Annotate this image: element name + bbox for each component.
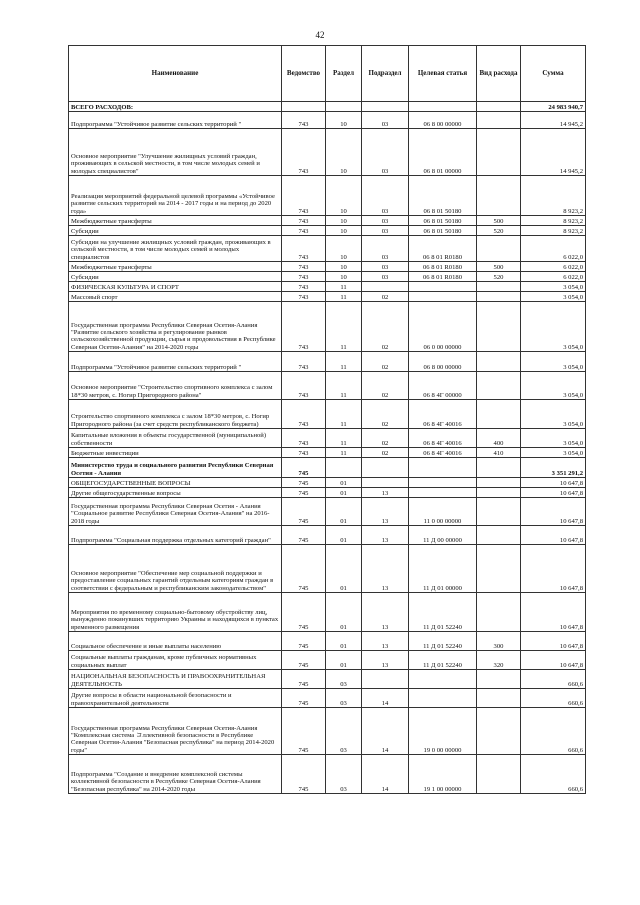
cell-vid <box>477 689 521 708</box>
cell-name: Субсидии <box>69 226 282 236</box>
table-row <box>69 478 586 488</box>
cell-vid <box>477 102 521 112</box>
cell-summa: 660,6 <box>521 708 586 755</box>
cell-vid <box>477 292 521 302</box>
cell-razdel <box>326 458 362 478</box>
cell-vedomstvo: 743 <box>282 302 326 352</box>
cell-celevaya <box>409 458 477 478</box>
cell-celevaya: 06 8 01 50180 <box>409 216 477 226</box>
cell-razdel: 01 <box>326 545 362 593</box>
cell-name: Государственная программа Республики Северная Осетия - Алания "Социальное развитие Республики Северная Осетия-Алания" на 2016-2018 годы <box>69 498 282 526</box>
table-row <box>69 651 586 670</box>
cell-razdel: 10 <box>326 129 362 176</box>
cell-summa: 3 054,0 <box>521 352 586 372</box>
cell-celevaya: 06 8 01 R0180 <box>409 236 477 262</box>
cell-razdel: 10 <box>326 262 362 272</box>
table-body <box>69 102 586 794</box>
cell-razdel: 11 <box>326 400 362 429</box>
cell-razdel: 03 <box>326 670 362 689</box>
cell-celevaya: 06 8 01 R0180 <box>409 272 477 282</box>
cell-celevaya: 11 Д 01 00000 <box>409 545 477 593</box>
table-row <box>69 593 586 632</box>
table-row <box>69 302 586 352</box>
cell-name: Подпрограмма "Устойчивое развитие сельских территорий " <box>69 352 282 372</box>
table-row <box>69 292 586 302</box>
cell-vid <box>477 498 521 526</box>
table-row <box>69 112 586 129</box>
cell-razdel: 10 <box>326 216 362 226</box>
cell-summa: 660,6 <box>521 755 586 794</box>
table-row <box>69 488 586 498</box>
cell-vid <box>477 302 521 352</box>
cell-vid: 320 <box>477 651 521 670</box>
cell-vid <box>477 526 521 545</box>
cell-razdel: 10 <box>326 112 362 129</box>
cell-vedomstvo: 745 <box>282 526 326 545</box>
cell-podrazdel: 03 <box>362 112 409 129</box>
table-row <box>69 176 586 216</box>
table-row <box>69 372 586 400</box>
cell-vid <box>477 670 521 689</box>
header-podrazdel: Подраздел <box>362 46 409 102</box>
cell-podrazdel: 03 <box>362 216 409 226</box>
cell-summa: 3 054,0 <box>521 429 586 448</box>
cell-vid: 300 <box>477 632 521 651</box>
cell-summa: 10 647,8 <box>521 632 586 651</box>
cell-vid <box>477 708 521 755</box>
cell-summa: 8 923,2 <box>521 216 586 226</box>
table-row <box>69 526 586 545</box>
cell-vedomstvo: 743 <box>282 262 326 272</box>
cell-podrazdel <box>362 478 409 488</box>
cell-vedomstvo <box>282 102 326 112</box>
cell-name: Подпрограмма "Социальная поддержка отдельных категорий граждан" <box>69 526 282 545</box>
cell-celevaya: 06 0 00 00000 <box>409 302 477 352</box>
cell-razdel: 03 <box>326 689 362 708</box>
cell-celevaya: 06 8 01 R0180 <box>409 262 477 272</box>
cell-podrazdel: 02 <box>362 352 409 372</box>
cell-name: Бюджетные инвестиции <box>69 448 282 458</box>
cell-name: Капитальные вложения в объекты государственной (муниципальной) собственности <box>69 429 282 448</box>
cell-celevaya: 19 1 00 00000 <box>409 755 477 794</box>
table-header-row <box>69 46 586 102</box>
cell-name: Основное мероприятие "Улучшение жилищных условий граждан, проживающих в сельской местности, в том числе молодых семей и молодых специалистов" <box>69 129 282 176</box>
cell-name: ВСЕГО РАСХОДОВ: <box>69 102 282 112</box>
cell-vedomstvo: 743 <box>282 129 326 176</box>
cell-podrazdel: 03 <box>362 226 409 236</box>
cell-celevaya: 06 8 01 00000 <box>409 129 477 176</box>
cell-summa: 10 647,8 <box>521 478 586 488</box>
cell-podrazdel: 02 <box>362 448 409 458</box>
table-row <box>69 458 586 478</box>
cell-vedomstvo: 745 <box>282 545 326 593</box>
cell-name: Субсидии <box>69 272 282 282</box>
cell-celevaya: 06 8 4Г 40016 <box>409 448 477 458</box>
cell-name: Строительство спортивного комплекса с залом 18*30 метров, с. Ногир Пригородного района (за счет средств республиканского бюджета) <box>69 400 282 429</box>
cell-podrazdel: 13 <box>362 632 409 651</box>
cell-celevaya: 11 Д 01 52240 <box>409 593 477 632</box>
cell-vid: 410 <box>477 448 521 458</box>
cell-vid: 520 <box>477 226 521 236</box>
cell-podrazdel <box>362 670 409 689</box>
cell-razdel: 11 <box>326 292 362 302</box>
cell-vedomstvo: 745 <box>282 755 326 794</box>
cell-vid: 500 <box>477 262 521 272</box>
header-vid: Вид расхода <box>477 46 521 102</box>
cell-vedomstvo: 743 <box>282 282 326 292</box>
cell-celevaya <box>409 488 477 498</box>
cell-celevaya: 06 8 4Г 40016 <box>409 400 477 429</box>
cell-name: Массовый спорт <box>69 292 282 302</box>
cell-name: Подпрограмма "Устойчивое развитие сельских территорий " <box>69 112 282 129</box>
cell-razdel: 01 <box>326 593 362 632</box>
cell-vedomstvo: 743 <box>282 352 326 372</box>
cell-vedomstvo: 745 <box>282 651 326 670</box>
cell-podrazdel <box>362 282 409 292</box>
table-row <box>69 352 586 372</box>
cell-celevaya <box>409 670 477 689</box>
cell-name: Основное мероприятие "Обеспечение мер социальной поддержки и предоставление социальных гарантий отдельным категориям граждан в соответствии с федеральным и республиканским законодательством" <box>69 545 282 593</box>
cell-vedomstvo: 745 <box>282 478 326 488</box>
cell-podrazdel: 03 <box>362 236 409 262</box>
cell-summa: 3 054,0 <box>521 282 586 292</box>
cell-podrazdel: 13 <box>362 498 409 526</box>
cell-summa: 3 054,0 <box>521 302 586 352</box>
cell-vid <box>477 176 521 216</box>
cell-celevaya <box>409 282 477 292</box>
cell-vedomstvo: 745 <box>282 498 326 526</box>
table-row <box>69 498 586 526</box>
cell-celevaya: 06 8 4Г 00000 <box>409 372 477 400</box>
cell-vid <box>477 400 521 429</box>
table-row <box>69 448 586 458</box>
cell-vedomstvo: 743 <box>282 448 326 458</box>
cell-name: Подпрограмма "Создание и внедрение комплексной системы коллективной безопасности в Республике Северная Осетия-Алания "Безопасная республика" на 2014-2020 годы <box>69 755 282 794</box>
cell-podrazdel: 13 <box>362 526 409 545</box>
table-row <box>69 689 586 708</box>
cell-celevaya: 11 Д 01 52240 <box>409 632 477 651</box>
cell-razdel: 11 <box>326 372 362 400</box>
table-row <box>69 708 586 755</box>
cell-podrazdel: 02 <box>362 292 409 302</box>
cell-razdel: 01 <box>326 488 362 498</box>
cell-name: Межбюджетные трансферты <box>69 216 282 226</box>
cell-vid <box>477 372 521 400</box>
cell-name: Министерство труда и социального развития Республики Северная Осетия - Алания <box>69 458 282 478</box>
cell-razdel: 11 <box>326 448 362 458</box>
cell-summa: 14 945,2 <box>521 129 586 176</box>
table-row <box>69 545 586 593</box>
cell-vedomstvo: 743 <box>282 112 326 129</box>
cell-vid: 520 <box>477 272 521 282</box>
cell-name: Межбюджетные трансферты <box>69 262 282 272</box>
cell-razdel: 01 <box>326 478 362 488</box>
cell-celevaya <box>409 689 477 708</box>
cell-vedomstvo: 743 <box>282 216 326 226</box>
cell-celevaya: 06 8 01 50180 <box>409 226 477 236</box>
table-row <box>69 400 586 429</box>
cell-name: Другие вопросы в области национальной безопасности и правоохранительной деятельности <box>69 689 282 708</box>
cell-vedomstvo: 743 <box>282 429 326 448</box>
cell-razdel: 03 <box>326 708 362 755</box>
cell-celevaya: 06 8 00 00000 <box>409 352 477 372</box>
cell-razdel: 01 <box>326 526 362 545</box>
table-row <box>69 429 586 448</box>
cell-razdel: 10 <box>326 272 362 282</box>
cell-celevaya: 19 0 00 00000 <box>409 708 477 755</box>
cell-razdel: 01 <box>326 632 362 651</box>
cell-podrazdel: 03 <box>362 262 409 272</box>
cell-summa: 3 054,0 <box>521 400 586 429</box>
table-row <box>69 129 586 176</box>
cell-podrazdel: 02 <box>362 400 409 429</box>
cell-name: Социальное обеспечение и иные выплаты населению <box>69 632 282 651</box>
page-number: 42 <box>315 30 325 40</box>
cell-summa: 10 647,8 <box>521 498 586 526</box>
cell-podrazdel: 02 <box>362 302 409 352</box>
cell-razdel: 10 <box>326 226 362 236</box>
cell-name: Основное мероприятие "Строительство спортивного комплекса с залом 18*30 метров, с. Ногир Пригородного района" <box>69 372 282 400</box>
table-row <box>69 216 586 226</box>
cell-podrazdel: 03 <box>362 272 409 282</box>
cell-vedomstvo: 743 <box>282 272 326 282</box>
cell-vedomstvo: 743 <box>282 292 326 302</box>
cell-vid <box>477 282 521 292</box>
header-name: Наименование <box>69 46 282 102</box>
cell-summa: 10 647,8 <box>521 545 586 593</box>
cell-razdel: 10 <box>326 236 362 262</box>
cell-razdel: 11 <box>326 302 362 352</box>
cell-vid: 400 <box>477 429 521 448</box>
cell-celevaya: 06 8 01 50180 <box>409 176 477 216</box>
cell-name: Государственная программа Республики Северная Осетия-Алания "Комплексная система コллективной безопасности в Республике Северная Осетия-Алания "Безопасная республика" на период 2014-2020 годы" <box>69 708 282 755</box>
cell-vedomstvo: 743 <box>282 372 326 400</box>
cell-podrazdel: 14 <box>362 708 409 755</box>
cell-summa: 6 022,0 <box>521 236 586 262</box>
cell-vid <box>477 458 521 478</box>
cell-celevaya: 06 8 00 00000 <box>409 112 477 129</box>
cell-vid <box>477 545 521 593</box>
cell-podrazdel <box>362 458 409 478</box>
cell-name: Субсидии на улучшение жилищных условий граждан, проживающих в сельской местности, в том числе молодых семей и молодых специалистов <box>69 236 282 262</box>
cell-vedomstvo: 745 <box>282 593 326 632</box>
cell-podrazdel: 14 <box>362 755 409 794</box>
header-celevaya: Целевая статья <box>409 46 477 102</box>
table-row <box>69 102 586 112</box>
table-row <box>69 236 586 262</box>
cell-vedomstvo: 743 <box>282 400 326 429</box>
table-row <box>69 272 586 282</box>
cell-summa: 8 923,2 <box>521 176 586 216</box>
cell-name: ОБЩЕГОСУДАРСТВЕННЫЕ ВОПРОСЫ <box>69 478 282 488</box>
cell-celevaya <box>409 292 477 302</box>
cell-vid: 500 <box>477 216 521 226</box>
cell-vedomstvo: 745 <box>282 632 326 651</box>
table-row <box>69 632 586 651</box>
cell-name: Реализация мероприятий федеральной целевой программы «Устойчивое развитие сельских территорий на 2014 - 2017 годы и на период до 2020 года» <box>69 176 282 216</box>
table-row <box>69 262 586 272</box>
table-row <box>69 282 586 292</box>
cell-vedomstvo: 743 <box>282 226 326 236</box>
cell-podrazdel: 03 <box>362 129 409 176</box>
cell-podrazdel: 03 <box>362 176 409 216</box>
cell-podrazdel: 13 <box>362 651 409 670</box>
cell-vid <box>477 478 521 488</box>
cell-celevaya <box>409 478 477 488</box>
cell-vedomstvo: 743 <box>282 176 326 216</box>
cell-vid <box>477 488 521 498</box>
cell-vid <box>477 236 521 262</box>
cell-vid <box>477 593 521 632</box>
cell-podrazdel <box>362 102 409 112</box>
header-summa: Сумма <box>521 46 586 102</box>
cell-name: Мероприятия по временному социально-бытовому обустройству лиц, вынужденно покинувших территорию Украины и находящихся в пунктах временного размещения <box>69 593 282 632</box>
cell-summa: 10 647,8 <box>521 488 586 498</box>
cell-vid <box>477 755 521 794</box>
cell-summa: 8 923,2 <box>521 226 586 236</box>
budget-table <box>68 45 586 794</box>
cell-summa: 6 022,0 <box>521 262 586 272</box>
cell-razdel: 03 <box>326 755 362 794</box>
cell-summa: 24 983 940,7 <box>521 102 586 112</box>
cell-razdel <box>326 102 362 112</box>
cell-podrazdel: 14 <box>362 689 409 708</box>
cell-vedomstvo: 745 <box>282 689 326 708</box>
cell-summa: 10 647,8 <box>521 651 586 670</box>
cell-razdel: 11 <box>326 429 362 448</box>
cell-vedomstvo: 745 <box>282 488 326 498</box>
cell-name: Другие общегосударственные вопросы <box>69 488 282 498</box>
cell-summa: 660,6 <box>521 689 586 708</box>
cell-celevaya <box>409 102 477 112</box>
cell-summa: 3 054,0 <box>521 292 586 302</box>
header-vedomstvo: Ведомство <box>282 46 326 102</box>
cell-podrazdel: 13 <box>362 593 409 632</box>
table-row <box>69 226 586 236</box>
cell-razdel: 11 <box>326 282 362 292</box>
cell-celevaya: 11 Д 00 00000 <box>409 526 477 545</box>
cell-summa: 660,6 <box>521 670 586 689</box>
cell-razdel: 10 <box>326 176 362 216</box>
cell-celevaya: 06 8 4Г 40016 <box>409 429 477 448</box>
cell-podrazdel: 02 <box>362 429 409 448</box>
cell-vedomstvo: 745 <box>282 458 326 478</box>
cell-celevaya: 11 Д 01 52240 <box>409 651 477 670</box>
cell-name: НАЦИОНАЛЬНАЯ БЕЗОПАСНОСТЬ И ПРАВООХРАНИТЕЛЬНАЯ ДЕЯТЕЛЬНОСТЬ <box>69 670 282 689</box>
cell-podrazdel: 13 <box>362 545 409 593</box>
cell-summa: 3 054,0 <box>521 448 586 458</box>
cell-summa: 3 351 291,2 <box>521 458 586 478</box>
cell-summa: 10 647,8 <box>521 526 586 545</box>
cell-podrazdel: 13 <box>362 488 409 498</box>
cell-vid <box>477 352 521 372</box>
cell-summa: 10 647,8 <box>521 593 586 632</box>
cell-celevaya: 11 0 00 00000 <box>409 498 477 526</box>
cell-vedomstvo: 743 <box>282 236 326 262</box>
cell-summa: 6 022,0 <box>521 272 586 282</box>
cell-podrazdel: 02 <box>362 372 409 400</box>
cell-summa: 3 054,0 <box>521 372 586 400</box>
cell-name: ФИЗИЧЕСКАЯ КУЛЬТУРА И СПОРТ <box>69 282 282 292</box>
cell-name: Социальные выплаты гражданам, кроме публичных нормативных социальных выплат <box>69 651 282 670</box>
cell-razdel: 11 <box>326 352 362 372</box>
cell-summa: 14 945,2 <box>521 112 586 129</box>
header-razdel: Раздел <box>326 46 362 102</box>
cell-name: Государственная программа Республики Северная Осетия-Алания "Развитие сельского хозяйства и регулирование рынков сельскохозяйственной продукции, сырья и продовольствия в Республике Северная Осетия-Алания" на 2014-2020 годы <box>69 302 282 352</box>
cell-vedomstvo: 745 <box>282 708 326 755</box>
cell-razdel: 01 <box>326 498 362 526</box>
table-row <box>69 755 586 794</box>
table-row <box>69 670 586 689</box>
cell-vid <box>477 129 521 176</box>
cell-razdel: 01 <box>326 651 362 670</box>
cell-vedomstvo: 745 <box>282 670 326 689</box>
cell-vid <box>477 112 521 129</box>
